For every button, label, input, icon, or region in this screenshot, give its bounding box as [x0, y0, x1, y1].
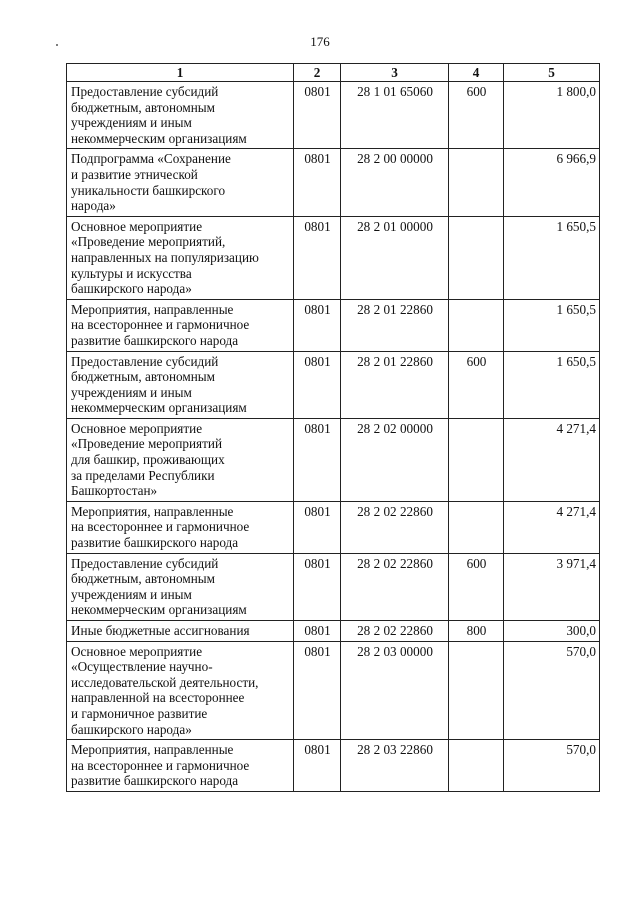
row-section-code-cell: 0801 [294, 351, 341, 418]
scan-artifact-dot [56, 44, 58, 46]
row-expense-type-cell: 600 [449, 351, 504, 418]
row-name-cell: Основное мероприятие «Осуществление научно- исследовательской деятельности, направленной на всестороннее и гармоничное развитие башкирского народа» [67, 641, 294, 740]
row-target-code-cell: 28 2 01 22860 [341, 351, 449, 418]
table-header-row [67, 64, 600, 82]
row-name-cell: Основное мероприятие «Проведение мероприятий для башкир, проживающих за пределами Республики Башкортостан» [67, 418, 294, 501]
row-name-cell: Предоставление субсидий бюджетным, автономным учреждениям и иным некоммерческим организациям [67, 82, 294, 149]
row-target-code-cell: 28 2 01 22860 [341, 299, 449, 351]
row-amount-cell: 6 966,9 [504, 149, 600, 216]
table-row [67, 299, 600, 351]
row-amount-cell: 4 271,4 [504, 418, 600, 501]
row-section-code-cell: 0801 [294, 82, 341, 149]
row-target-code-cell: 28 2 02 22860 [341, 553, 449, 620]
row-section-code-cell: 0801 [294, 149, 341, 216]
table-row [67, 553, 600, 620]
row-name-cell: Мероприятия, направленные на всестороннее и гармоничное развитие башкирского народа [67, 299, 294, 351]
row-section-code-cell: 0801 [294, 740, 341, 792]
column-header-2: 2 [294, 64, 341, 82]
row-target-code-cell: 28 2 02 22860 [341, 501, 449, 553]
budget-table [66, 63, 600, 792]
row-expense-type-cell [449, 418, 504, 501]
row-expense-type-cell [449, 501, 504, 553]
table-row [67, 82, 600, 149]
column-header-5: 5 [504, 64, 600, 82]
table-row [67, 740, 600, 792]
row-amount-cell: 570,0 [504, 740, 600, 792]
row-section-code-cell: 0801 [294, 299, 341, 351]
row-amount-cell: 4 271,4 [504, 501, 600, 553]
row-target-code-cell: 28 2 00 00000 [341, 149, 449, 216]
row-name-cell: Мероприятия, направленные на всестороннее и гармоничное развитие башкирского народа [67, 501, 294, 553]
table-row [67, 418, 600, 501]
column-header-3: 3 [341, 64, 449, 82]
table-body [67, 82, 600, 792]
row-target-code-cell: 28 2 03 00000 [341, 641, 449, 740]
row-name-cell: Основное мероприятие «Проведение мероприятий, направленных на популяризацию культуры и искусства башкирского народа» [67, 216, 294, 299]
row-section-code-cell: 0801 [294, 641, 341, 740]
row-section-code-cell: 0801 [294, 418, 341, 501]
row-name-cell: Иные бюджетные ассигнования [67, 621, 294, 642]
table-row [67, 216, 600, 299]
column-header-1: 1 [67, 64, 294, 82]
row-amount-cell: 1 800,0 [504, 82, 600, 149]
row-amount-cell: 3 971,4 [504, 553, 600, 620]
page-number: 176 [310, 34, 330, 49]
row-target-code-cell: 28 1 01 65060 [341, 82, 449, 149]
row-section-code-cell: 0801 [294, 501, 341, 553]
table-row [67, 351, 600, 418]
row-name-cell: Предоставление субсидий бюджетным, автономным учреждениям и иным некоммерческим организациям [67, 553, 294, 620]
table-row [67, 621, 600, 642]
row-expense-type-cell [449, 149, 504, 216]
row-target-code-cell: 28 2 01 00000 [341, 216, 449, 299]
row-target-code-cell: 28 2 03 22860 [341, 740, 449, 792]
row-name-cell: Предоставление субсидий бюджетным, автономным учреждениям и иным некоммерческим организациям [67, 351, 294, 418]
row-target-code-cell: 28 2 02 22860 [341, 621, 449, 642]
row-target-code-cell: 28 2 02 00000 [341, 418, 449, 501]
row-expense-type-cell [449, 216, 504, 299]
row-amount-cell: 1 650,5 [504, 299, 600, 351]
row-expense-type-cell: 800 [449, 621, 504, 642]
row-name-cell: Подпрограмма «Сохранение и развитие этнической уникальности башкирского народа» [67, 149, 294, 216]
row-expense-type-cell: 600 [449, 82, 504, 149]
row-expense-type-cell: 600 [449, 553, 504, 620]
row-section-code-cell: 0801 [294, 216, 341, 299]
row-expense-type-cell [449, 641, 504, 740]
column-header-4: 4 [449, 64, 504, 82]
row-amount-cell: 300,0 [504, 621, 600, 642]
table-row [67, 501, 600, 553]
row-expense-type-cell [449, 740, 504, 792]
row-amount-cell: 570,0 [504, 641, 600, 740]
row-section-code-cell: 0801 [294, 553, 341, 620]
row-section-code-cell: 0801 [294, 621, 341, 642]
table-row [67, 149, 600, 216]
row-name-cell: Мероприятия, направленные на всестороннее и гармоничное развитие башкирского народа [67, 740, 294, 792]
row-amount-cell: 1 650,5 [504, 351, 600, 418]
row-amount-cell: 1 650,5 [504, 216, 600, 299]
table-row [67, 641, 600, 740]
row-expense-type-cell [449, 299, 504, 351]
